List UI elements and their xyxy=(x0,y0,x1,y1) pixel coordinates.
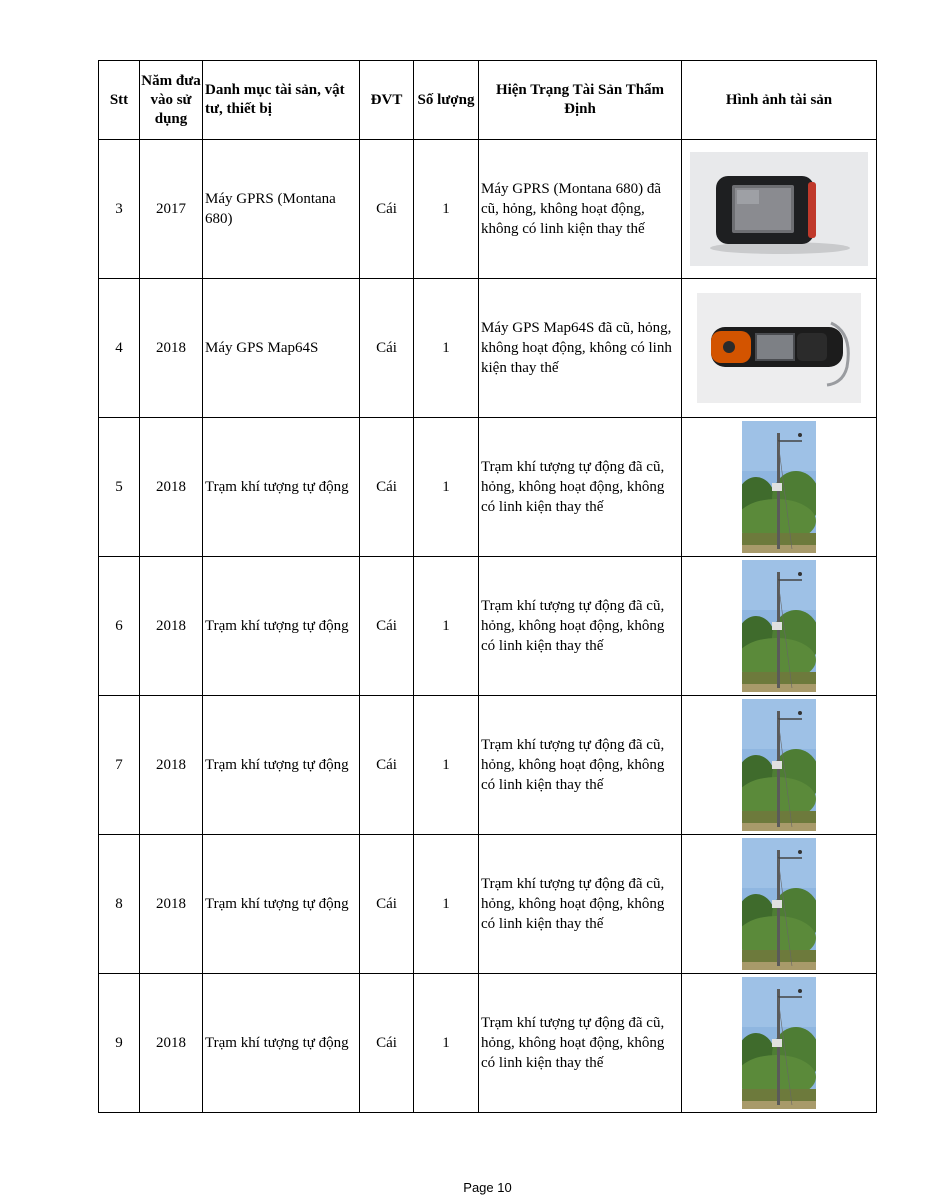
header-quantity: Số lượng xyxy=(414,61,479,140)
cell-stt: 7 xyxy=(99,696,140,835)
cell-asset-name: Trạm khí tượng tự động xyxy=(203,974,360,1113)
cell-asset-image xyxy=(682,557,877,696)
cell-quantity: 1 xyxy=(414,279,479,418)
cell-asset-image xyxy=(682,835,877,974)
cell-stt: 8 xyxy=(99,835,140,974)
table-row xyxy=(99,835,877,974)
cell-asset-image xyxy=(682,418,877,557)
weather-station-photo xyxy=(742,699,816,831)
cell-unit: Cái xyxy=(360,140,414,279)
cell-status: Trạm khí tượng tự động đã cũ, hỏng, không hoạt động, không có linh kiện thay thế xyxy=(479,557,682,696)
cell-asset-image xyxy=(682,279,877,418)
weather-station-photo xyxy=(742,838,816,970)
table-header-row xyxy=(99,61,877,140)
cell-stt: 5 xyxy=(99,418,140,557)
cell-quantity: 1 xyxy=(414,418,479,557)
table-row xyxy=(99,974,877,1113)
cell-unit: Cái xyxy=(360,974,414,1113)
cell-year: 2018 xyxy=(140,696,203,835)
cell-quantity: 1 xyxy=(414,835,479,974)
cell-quantity: 1 xyxy=(414,140,479,279)
table-row xyxy=(99,279,877,418)
cell-stt: 9 xyxy=(99,974,140,1113)
cell-asset-name: Trạm khí tượng tự động xyxy=(203,835,360,974)
header-stt: Stt xyxy=(99,61,140,140)
cell-stt: 6 xyxy=(99,557,140,696)
cell-status: Trạm khí tượng tự động đã cũ, hỏng, không hoạt động, không có linh kiện thay thế xyxy=(479,696,682,835)
cell-status: Máy GPRS (Montana 680) đã cũ, hỏng, không hoạt động, không có linh kiện thay thế xyxy=(479,140,682,279)
gps-map64s-photo xyxy=(697,293,861,403)
table-row xyxy=(99,557,877,696)
cell-year: 2018 xyxy=(140,279,203,418)
header-year: Năm đưa vào sử dụng xyxy=(140,61,203,140)
table-row xyxy=(99,696,877,835)
cell-year: 2018 xyxy=(140,557,203,696)
header-category: Danh mục tài sản, vật tư, thiết bị xyxy=(203,61,360,140)
cell-stt: 4 xyxy=(99,279,140,418)
cell-unit: Cái xyxy=(360,835,414,974)
cell-year: 2018 xyxy=(140,418,203,557)
cell-asset-name: Trạm khí tượng tự động xyxy=(203,418,360,557)
table-row xyxy=(99,140,877,279)
weather-station-photo xyxy=(742,977,816,1109)
header-image: Hình ảnh tài sản xyxy=(682,61,877,140)
table-row xyxy=(99,418,877,557)
cell-asset-name: Trạm khí tượng tự động xyxy=(203,696,360,835)
cell-year: 2018 xyxy=(140,974,203,1113)
weather-station-photo xyxy=(742,560,816,692)
cell-year: 2018 xyxy=(140,835,203,974)
cell-quantity: 1 xyxy=(414,696,479,835)
header-status: Hiện Trạng Tài Sản Thẩm Định xyxy=(479,61,682,140)
cell-asset-image xyxy=(682,696,877,835)
cell-status: Trạm khí tượng tự động đã cũ, hỏng, không hoạt động, không có linh kiện thay thế xyxy=(479,418,682,557)
weather-station-photo xyxy=(742,421,816,553)
cell-status: Trạm khí tượng tự động đã cũ, hỏng, không hoạt động, không có linh kiện thay thế xyxy=(479,974,682,1113)
cell-asset-image xyxy=(682,974,877,1113)
cell-asset-name: Trạm khí tượng tự động xyxy=(203,557,360,696)
cell-status: Trạm khí tượng tự động đã cũ, hỏng, không hoạt động, không có linh kiện thay thế xyxy=(479,835,682,974)
cell-asset-name: Máy GPS Map64S xyxy=(203,279,360,418)
gps-montana-photo xyxy=(690,152,868,266)
cell-quantity: 1 xyxy=(414,557,479,696)
asset-table xyxy=(98,60,877,1113)
cell-unit: Cái xyxy=(360,279,414,418)
cell-asset-image xyxy=(682,140,877,279)
page-number: Page 10 xyxy=(463,1180,512,1195)
cell-quantity: 1 xyxy=(414,974,479,1113)
cell-stt: 3 xyxy=(99,140,140,279)
cell-status: Máy GPS Map64S đã cũ, hỏng, không hoạt động, không có linh kiện thay thế xyxy=(479,279,682,418)
cell-year: 2017 xyxy=(140,140,203,279)
header-unit: ĐVT xyxy=(360,61,414,140)
cell-unit: Cái xyxy=(360,557,414,696)
cell-unit: Cái xyxy=(360,696,414,835)
cell-unit: Cái xyxy=(360,418,414,557)
cell-asset-name: Máy GPRS (Montana 680) xyxy=(203,140,360,279)
